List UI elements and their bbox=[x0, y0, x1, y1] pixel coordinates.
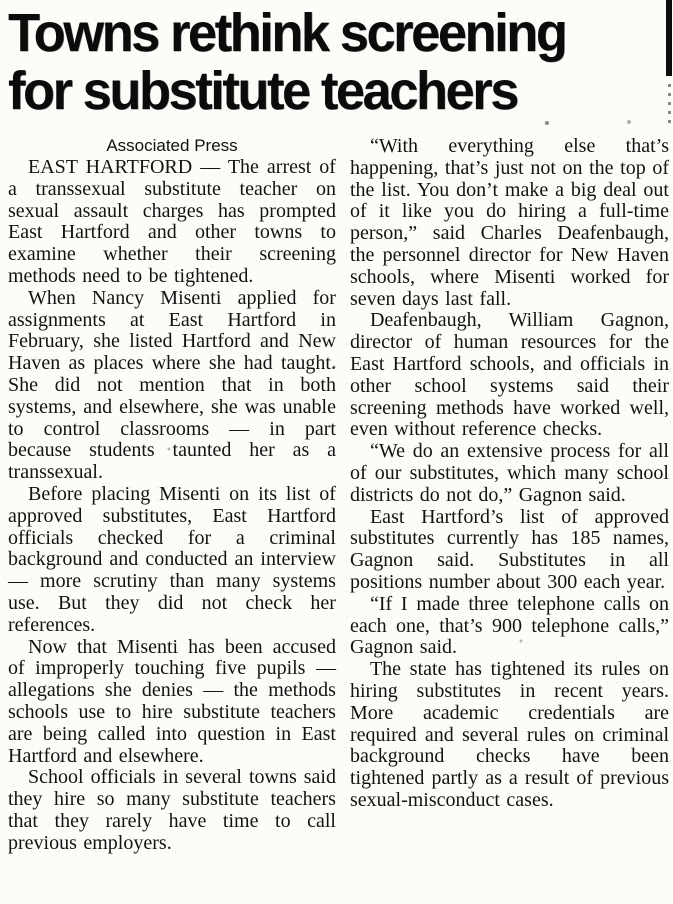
right-column-paragraphs bbox=[350, 136, 669, 812]
paragraph: “We do an extensive process for all of our substitutes, which many school districts do not do,” Gagnon said. bbox=[349, 440, 669, 506]
scan-artifact-dashes bbox=[668, 84, 671, 124]
scan-artifact-bar bbox=[666, 0, 672, 76]
headline-line-1: Towns rethink screening bbox=[8, 3, 566, 63]
paragraph: Deafenbaugh, William Gagnon, director of human resources for the East Hartford schools, and officials in other school systems said their screening methods have worked well, even without reference checks. bbox=[349, 309, 669, 441]
left-column-paragraphs bbox=[8, 157, 336, 855]
paragraph: When Nancy Misenti applied for assignments at East Hartford in February, she listed Hartford and New Haven as places where she had taught. She did not mention that in both systems, and elsewhere, she was unable to control classrooms — in part because students taunted her as a transsexual. bbox=[8, 286, 336, 484]
left-column bbox=[8, 136, 336, 855]
right-column bbox=[350, 136, 669, 855]
paragraph: “If I made three telephone calls on each one, that’s 900 telephone calls,” Gagnon said. bbox=[349, 592, 669, 659]
scan-artifact-specks bbox=[0, 0, 2, 2]
paragraph: School officials in several towns said they hire so many substitute teachers that they rarely have time to call previous employers. bbox=[8, 766, 336, 854]
headline-line-2: for substitute teachers bbox=[8, 61, 517, 121]
paragraph: EAST HARTFORD — The arrest of a transsexual substitute teacher on sexual assault charges has prompted East Hartford and other towns to examine whether their screening methods need to be tightened. bbox=[8, 156, 336, 287]
paragraph: Now that Misenti has been accused of improperly touching five pupils — allegations she denies — the methods schools use to hire substitute teachers are being called into question in East Hartford and elsewhere. bbox=[8, 635, 336, 767]
paragraph: Before placing Misenti on its list of approved substitutes, East Hartford officials checked for a criminal background and conducted an interview — more scrutiny than many systems use. But they did not check her references. bbox=[8, 482, 336, 636]
byline: Associated Press bbox=[106, 136, 238, 155]
paragraph: “With everything else that’s happening, that’s just not on the top of the list. You don’t make a big deal out of it like you do hiring a full-time person,” said Charles Deafenbaugh, the personnel director for New Haven schools, where Misenti worked for seven days last fall. bbox=[349, 135, 669, 310]
paragraph: The state has tightened its rules on hiring substitutes in recent years. More academic credentials are required and several rules on criminal background checks have been tightened partly as a result of previous sexual-misconduct cases. bbox=[349, 658, 669, 811]
paragraph: East Hartford’s list of approved substitutes currently has 185 names, Gagnon said. Substitutes in all positions number about 300 each year. bbox=[349, 505, 669, 593]
article-columns bbox=[0, 136, 673, 855]
article-headline bbox=[0, 0, 673, 120]
